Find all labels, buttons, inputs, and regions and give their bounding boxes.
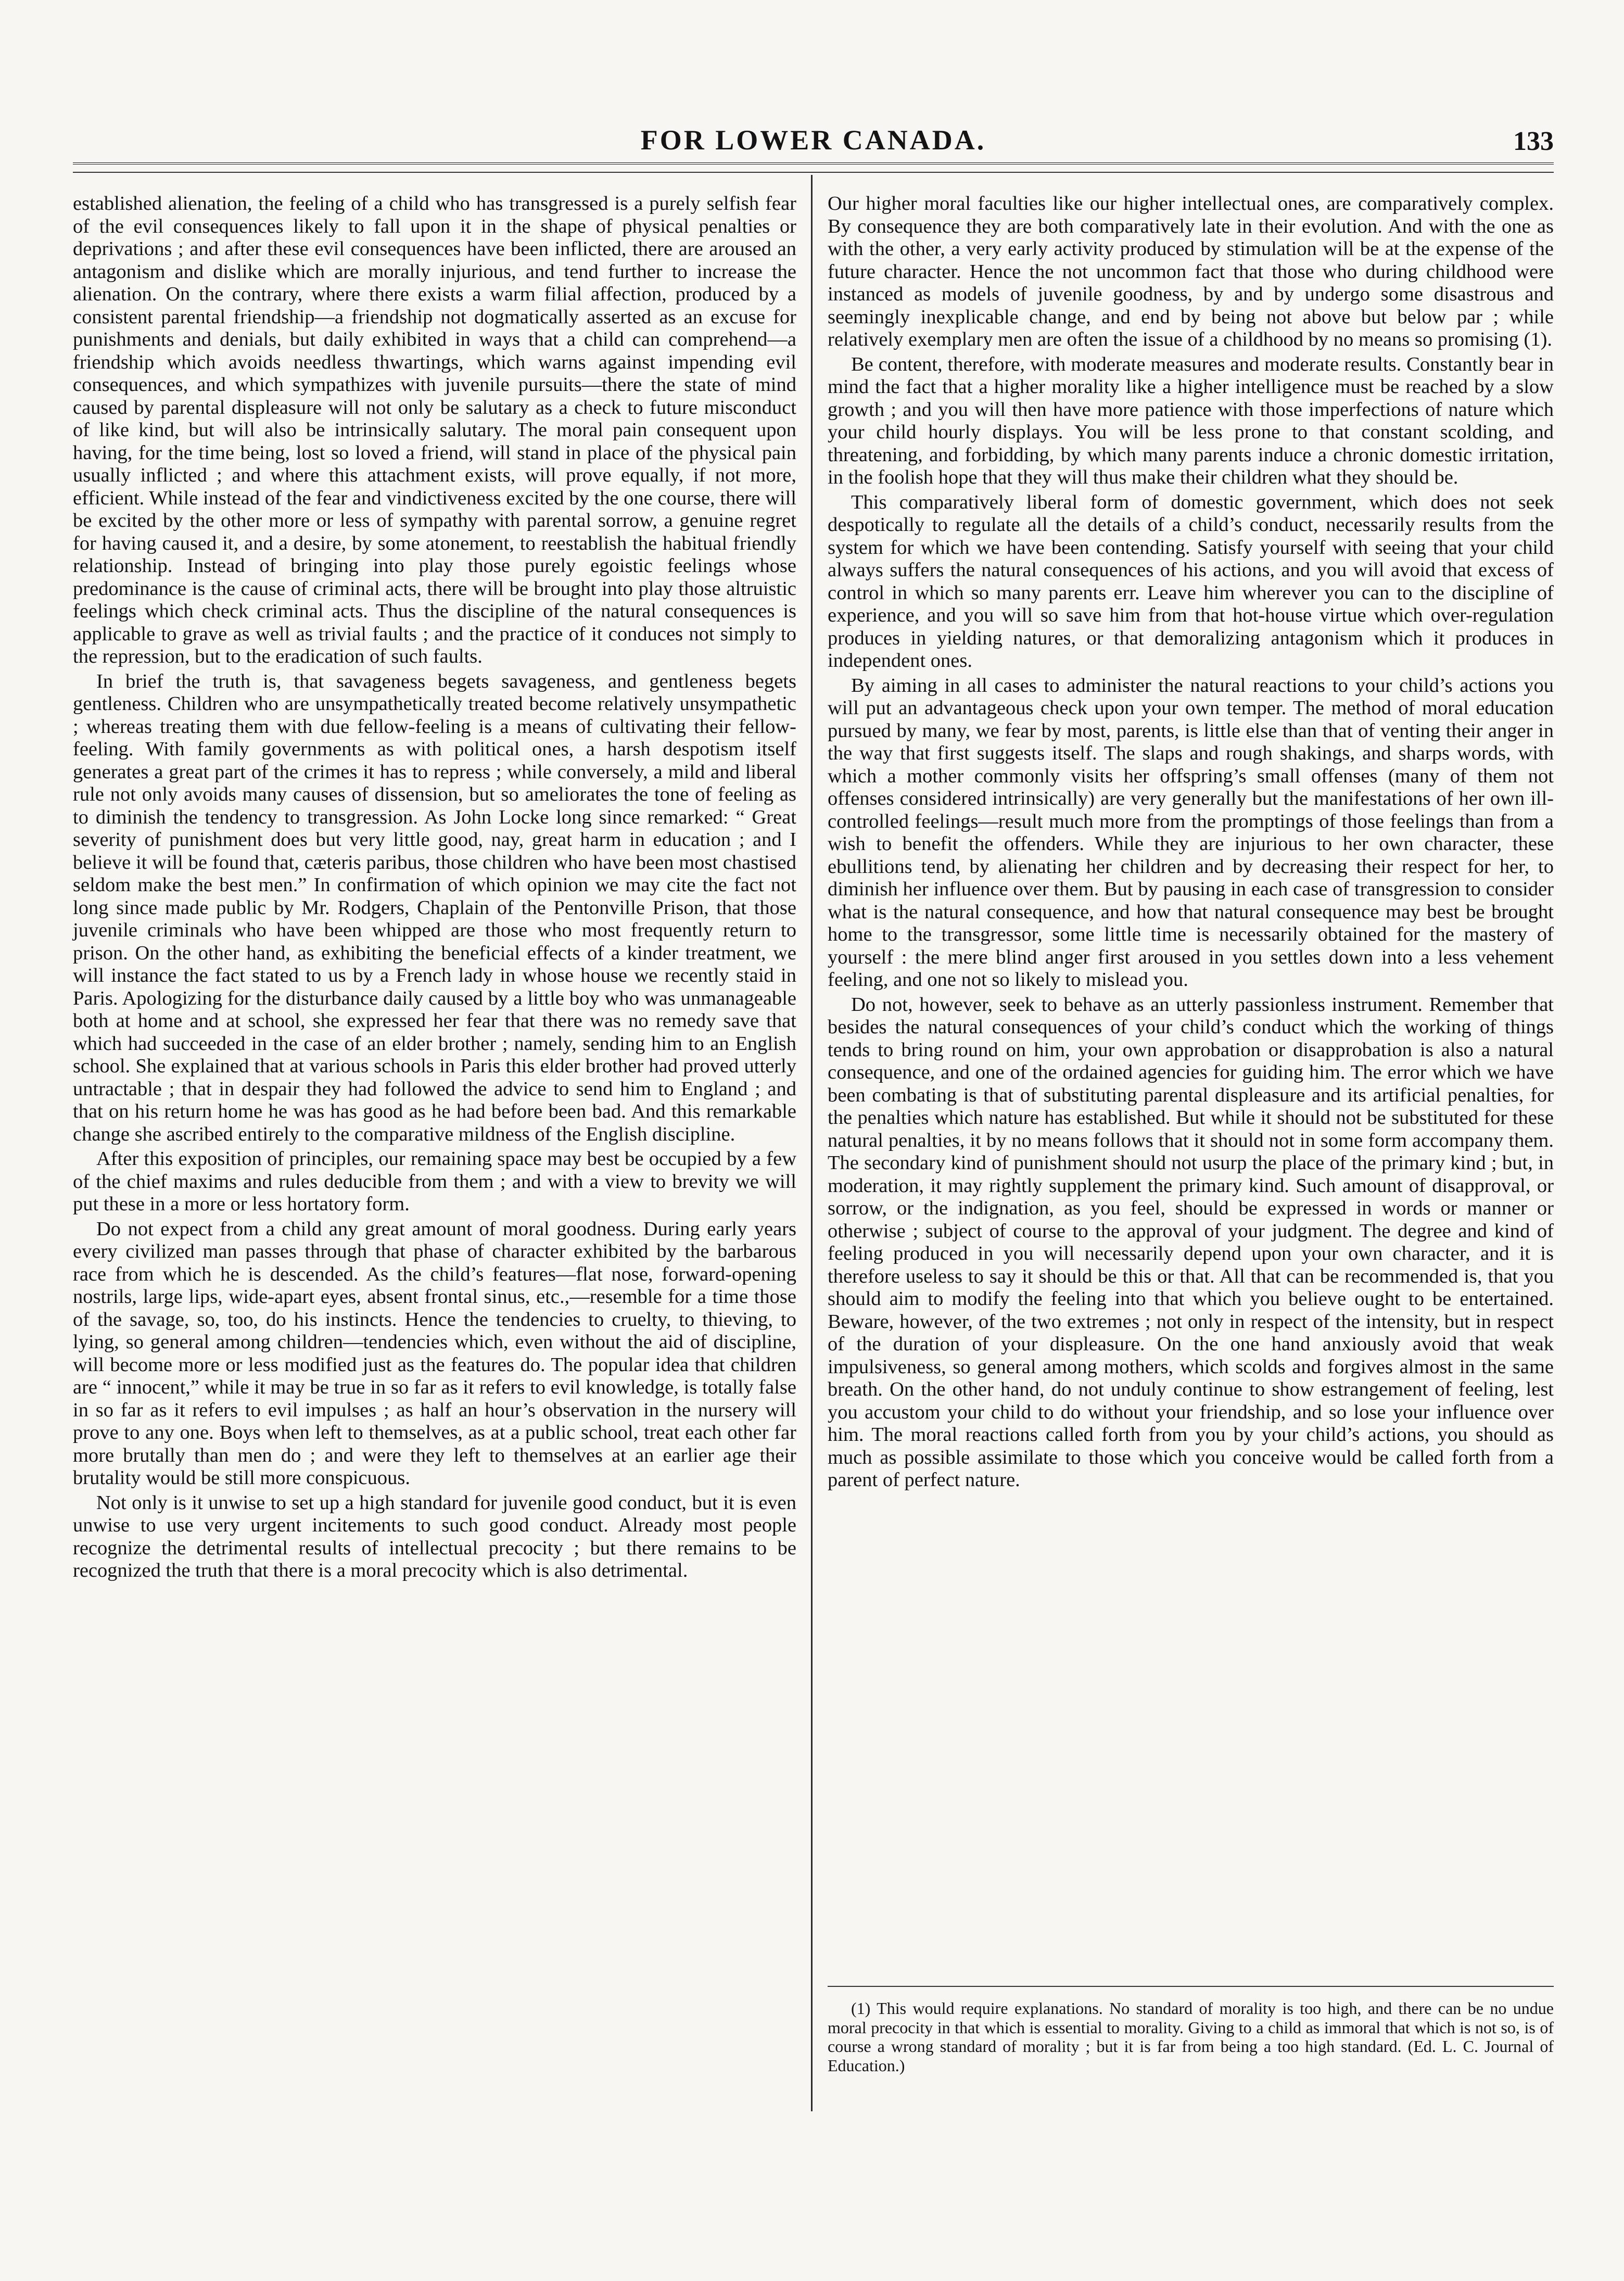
paragraph: By aiming in all cases to administer the natural reactions to your child’s actions you will put an advantageous check upon your own temper. The method of moral education pursued by many, we fear by most, parents, is little else than that of venting their anger in the way that first suggests itself. The slaps and rough shakings, and sharps words, with which a mother commonly visits her offspring’s small offenses (many of them not offenses considered intrinsically) are very generally but the manifestations of her own ill-controlled feelings—result much more from the promptings of those feelings than from a wish to benefit the offenders. While they are injurious to her own character, these ebullitions tend, by alienating her children and by decreasing their respect for her, to diminish her influence over them. But by pausing in each case of transgression to consider what is the natural consequence, and how that natural consequence may best be brought home to the transgressor, some little time is necessarily obtained for the mastery of yourself : the mere blind anger first aroused in you settles down into a less vehement feeling, and one not so likely to mislead you. xyxy=(828,674,1554,991)
header-rule-thin xyxy=(73,172,1554,173)
paragraph: Do not expect from a child any great amount of moral goodness. During early years every civilized man passes through that phase of character exhibited by the barbarous race from which he is descended. As the child’s features—flat nose, forward-opening nostrils, large lips, wide-apart eyes, absent frontal sinus, etc.,—resemble for a time those of the savage, so, too, do his instincts. Hence the tendencies to cruelty, to thieving, to lying, so general among children—tendencies which, even without the aid of discipline, will become more or less modified just as the features do. The popular idea that children are “ innocent,” while it may be true in so far as it refers to evil knowledge, is totally false in so far as it refers to evil impulses ; as half an hour’s observation in the nursery will prove to any one. Boys when left to themselves, as at a public school, treat each other far more brutally than men do ; and were they left to themselves at an earlier age their brutality would be still more conspicuous. xyxy=(73,1218,796,1489)
running-title: FOR LOWER CANADA. xyxy=(640,124,986,156)
paragraph: Do not, however, seek to behave as an utterly passionless instrument. Remember that besides the natural consequences of your child’s conduct which the working of things tends to bring round on him, your own approbation or disapprobation is also a natural consequence, and one of the ordained agencies for guiding him. The error which we have been combating is that of substituting parental displeasure and its artificial penalties, for the penalties which nature has established. But while it should not be substituted for these natural penalties, it by no means follows that it should not in some form accompany them. The secondary kind of punishment should not usurp the place of the primary kind ; but, in moderation, it may rightly supplement the primary kind. Such amount of disapproval, or sorrow, or the indignation, as you feel, should be expressed in words or manner or otherwise ; subject of course to the approval of your judgment. The degree and kind of feeling produced in you will necessarily depend upon your own character, and it is therefore useless to say it should be this or that. All that can be recommended is, that you should aim to modify the feeling into that which you believe ought to be entertained. Beware, however, of the two extremes ; not only in respect of the intensity, but in respect of the duration of your displeasure. On the one hand anxiously avoid that weak impulsiveness, so general among mothers, which scolds and forgives almost in the same breath. On the other hand, do not unduly continue to show estrangement of feeling, lest you accustom your child to do without your friendship, and so lose your influence over him. The moral reactions called forth from you by your child’s actions, you should as much as possible assimilate to those which you conceive would be called forth from a parent of perfect nature. xyxy=(828,993,1554,1491)
footnote: (1) This would require explanations. No standard of morality is too high, and there can be no undue moral precocity in that which is essential to morality. Giving to a child as immoral that which is not so, is of course a wrong standard of morality ; but it is far from being a too high standard. (Ed. L. C. Journal of Education.) xyxy=(828,1999,1554,2075)
page-number: 133 xyxy=(1513,126,1554,156)
left-column xyxy=(73,193,796,1582)
paragraph: In brief the truth is, that savageness begets savageness, and gentleness begets gentleness. Children who are unsympathetically treated become relatively unsympathetic ; whereas treating them with due fellow-feeling is a means of cultivating their fellow-feeling. With family governments as with political ones, a harsh despotism itself generates a great part of the crimes it has to repress ; while conversely, a mild and liberal rule not only avoids many causes of dissension, but so ameliorates the tone of feeling as to diminish the tendency to transgression. As John Locke long since remarked: “ Great severity of punishment does but very little good, nay, great harm in education ; and I believe it will be found that, cæteris paribus, those children who have been most chastised seldom make the best men.” In confirmation of which opinion we may cite the fact not long since made public by Mr. Rodgers, Chaplain of the Pentonville Prison, that those juvenile criminals who have been whipped are those who most frequently return to prison. On the other hand, as exhibiting the beneficial effects of a kinder treatment, we will instance the fact stated to us by a French lady in whose house we recently staid in Paris. Apologizing for the disturbance daily caused by a little boy who was unmanageable both at home and at school, she expressed her fear that there was no remedy save that which had succeeded in the case of an elder brother ; namely, sending him to an English school. She explained that at various schools in Paris this elder brother had proved utterly untractable ; that in despair they had followed the advice to send him to England ; and that on his return home he was has good as he had before been bad. And this remarkable change she ascribed entirely to the comparative mildness of the English discipline. xyxy=(73,670,796,1145)
paragraph: Not only is it unwise to set up a high standard for juvenile good conduct, but it is even unwise to use very urgent incitements to such good conduct. Already most people recognize the detrimental results of intellectual precocity ; but there remains to be recognized the truth that there is a moral precocity which is also detrimental. xyxy=(73,1491,796,1581)
paragraph: established alienation, the feeling of a child who has transgressed is a purely selfish fear of the evil consequences likely to fall upon it in the shape of physical penalties or deprivations ; and after these evil consequences have been inflicted, there are aroused an antagonism and dislike which are morally injurious, and tend further to increase the alienation. On the contrary, where there exists a warm filial affection, produced by a consistent parental friendship—a friendship not dogmatically asserted as an excuse for punishments and denials, but daily exhibited in ways that a child can comprehend—a friendship which avoids needless thwartings, which warns against impending evil consequences, and which sympathizes with juvenile pursuits—there the state of mind caused by parental displeasure will not only be salutary as a check to future misconduct of like kind, but will also be intrinsically salutary. The moral pain consequent upon having, for the time being, lost so loved a friend, will stand in place of the physical pain usually inflicted ; and where this attachment exists, will prove equally, if not more, efficient. While instead of the fear and vindictiveness excited by the one course, there will be excited by the other more or less of sympathy with parental sorrow, a genuine regret for having caused it, and a desire, by some atonement, to reestablish the habitual friendly relationship. Instead of bringing into play those purely egoistic feelings whose predominance is the cause of criminal acts, there will be brought into play those altruistic feelings which check criminal acts. Thus the discipline of the natural consequences is applicable to grave as well as trivial faults ; and the practice of it conduces not simply to the repression, but to the eradication of such faults. xyxy=(73,193,796,667)
footnote-rule xyxy=(828,1986,1554,1987)
column-divider xyxy=(811,175,813,2111)
right-column xyxy=(828,193,1554,1492)
paragraph: Be content, therefore, with moderate measures and moderate results. Constantly bear in mind the fact that a higher morality like a higher intelligence must be reached by a slow growth ; and you will then have more patience with those imperfections of nature which your child hourly displays. You will be less prone to that constant scolding, and threatening, and forbidding, by which many parents induce a chronic domestic irritation, in the foolish hope that they will thus make their children what they should be. xyxy=(828,353,1554,488)
paragraph: Our higher moral faculties like our higher intellectual ones, are comparatively complex. By consequence they are both comparatively late in their evolution. And with the one as with the other, a very early activity produced by stimulation will be at the expense of the future character. Hence the not uncommon fact that those who during childhood were instanced as models of juvenile goodness, by and by undergo some disastrous and seemingly inexplicable change, and end by being not above but below par ; while relatively exemplary men are often the issue of a childhood by no means so promising (1). xyxy=(828,193,1554,350)
running-header xyxy=(73,124,1554,160)
paragraph: This comparatively liberal form of domestic government, which does not seek despotically to regulate all the details of a child’s conduct, necessarily results from the system for which we have been contending. Satisfy yourself with seeing that your child always suffers the natural consequences of his actions, and you will avoid that excess of control in which so many parents err. Leave him wherever you can to the discipline of experience, and you will so save him from that hot-house virtue which over-regulation produces in yielding natures, or that demoralizing antagonism which it produces in independent ones. xyxy=(828,491,1554,671)
header-rule xyxy=(73,162,1554,164)
paragraph: After this exposition of principles, our remaining space may best be occupied by a few of the chief maxims and rules deducible from them ; and with a view to brevity we will put these in a more or less hortatory form. xyxy=(73,1148,796,1215)
